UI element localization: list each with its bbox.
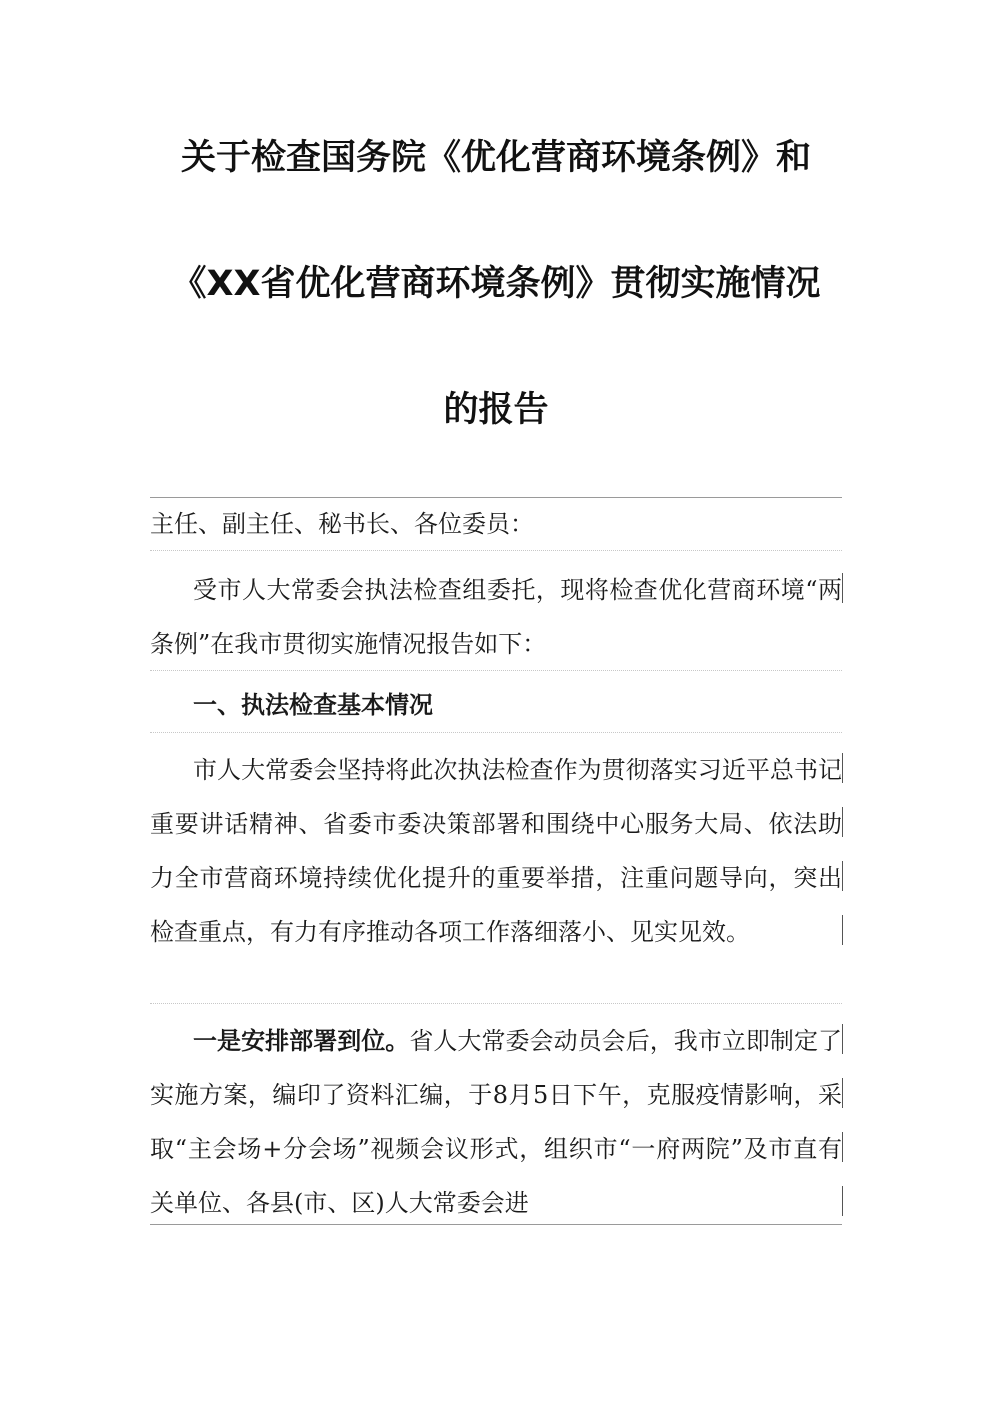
section-heading: 一、执法检查基本情况 <box>193 690 433 719</box>
bottom-rule <box>150 1224 842 1225</box>
intro-paragraph: 受市人大常委会执法检查组委托，现将检查优化营商环境“两条例”在我市贯彻实施情况报告如下： <box>150 576 842 658</box>
document-title-line-3: 的报告 <box>443 390 549 430</box>
divider <box>150 732 842 733</box>
line-end-marker <box>842 861 843 891</box>
section-paragraph: 市人大常委会坚持将此次执法检查作为贯彻落实习近平总书记重要讲话精神、省委市委决策部署和围绕中心服务大局、依法助力全市营商环境持续优化提升的重要举措，注重问题导向，突出检查重点，有力有序推动各项工作落细落小、见实见效。 <box>150 756 842 946</box>
line-end-marker <box>842 1078 843 1108</box>
line-end-marker <box>842 573 843 603</box>
point-lead: 一是安排部署到位。 <box>193 1026 410 1055</box>
divider <box>150 550 842 551</box>
salutation: 主任、副主任、秘书长、各位委员： <box>150 510 534 538</box>
line-end-marker <box>842 1024 843 1054</box>
point-paragraph <box>150 1014 842 1230</box>
divider <box>150 1003 842 1004</box>
document-title-line-2: 《XX省优化营商环境条例》贯彻实施情况 <box>171 264 821 304</box>
divider <box>150 670 842 671</box>
line-end-marker <box>842 915 843 945</box>
line-end-marker <box>842 1132 843 1162</box>
document-title-line-1: 关于检查国务院《优化营商环境条例》和 <box>180 138 811 178</box>
line-end-marker <box>842 753 843 783</box>
point-text: 省人大常委会动员会后，我市立即制定了实施方案，编印了资料汇编，于8月5日下午，克服疫情影响，采取“主会场+分会场”视频会议形式，组织市“一府两院”及市直有关单位、各县(市、区)人大常委会进 <box>150 1027 843 1217</box>
line-end-marker <box>842 807 843 837</box>
line-end-marker <box>842 1186 843 1216</box>
